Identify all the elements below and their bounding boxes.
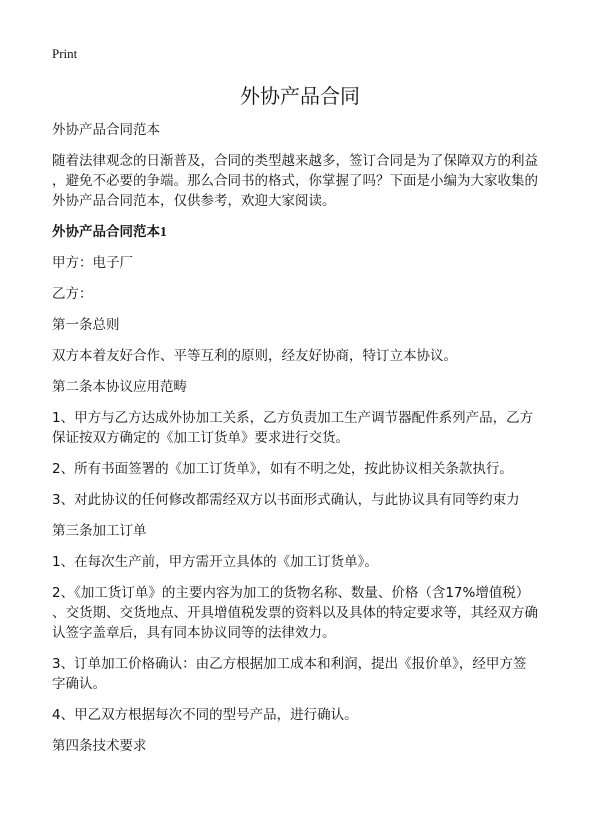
item-line: 2、所有书面签署的《加工订货单》，如有不明之处，按此协议相关条款执行。 [52,461,513,477]
item-line: 1、甲方与乙方达成外协加工关系，乙方负责加工生产调节器配件系列产品，乙方 [52,410,534,426]
article-4-title: 第四条技术要求 [52,738,147,754]
article-3-item [52,583,562,643]
article-3-item [52,705,562,725]
party-a: 甲方：电子厂 [52,255,133,271]
item-line: 2、《加工货订单》的主要内容为加工的货物名称、数量、价格（含17%增值税） [52,585,530,601]
intro-line: ，避免不必要的争端。那么合同书的格式，你掌握了吗？下面是小编为大家收集的 [52,173,538,189]
article-3-item [52,654,562,694]
article-3-title: 第三条加工订单 [52,523,147,539]
item-line: 、交货期、交货地点、开具增值税发票的资料以及具体的特定要求等，其经双方确 [52,605,538,621]
item-line: 3、对此协议的任何修改都需经双方以书面形式确认，与此协议具有同等约束力 [52,492,520,508]
intro-line: 外协产品合同范本，仅供参考，欢迎大家阅读。 [52,193,336,209]
item-line: 1、在每次生产前，甲方需开立具体的《加工订货单》。 [52,554,378,570]
article-2-title: 第二条本协议应用范畴 [52,379,187,395]
subtitle: 外协产品合同范本 [52,122,160,138]
item-line: 认签字盖章后，具有同本协议同等的法律效力。 [52,625,336,641]
party-b: 乙方： [52,286,93,302]
item-line: 字确认。 [52,676,106,692]
article-2-item [52,459,562,479]
section-heading: 外协产品合同范本1 [52,224,167,239]
item-line: 4、甲乙双方根据每次不同的型号产品，进行确认。 [52,707,358,723]
intro-line: 随着法律观念的日渐普及，合同的类型越来越多，签订合同是为了保障双方的利益 [52,153,538,169]
article-1-title: 第一条总则 [52,317,120,333]
item-line: 保证按双方确定的《加工订货单》要求进行交货。 [52,430,349,446]
document-body [52,120,562,767]
article-1-text: 双方本着友好合作、平等互利的原则，经友好协商，特订立本协议。 [52,348,457,364]
article-3-item [52,552,562,572]
print-link[interactable]: Print [52,46,78,61]
article-2-item [52,408,562,448]
article-2-item [52,490,562,510]
intro-paragraph [52,151,562,211]
item-line: 3、订单加工价格确认：由乙方根据加工成本和利润，提出《报价单》，经甲方签 [52,656,527,672]
document-title: 外协产品合同 [240,84,360,108]
